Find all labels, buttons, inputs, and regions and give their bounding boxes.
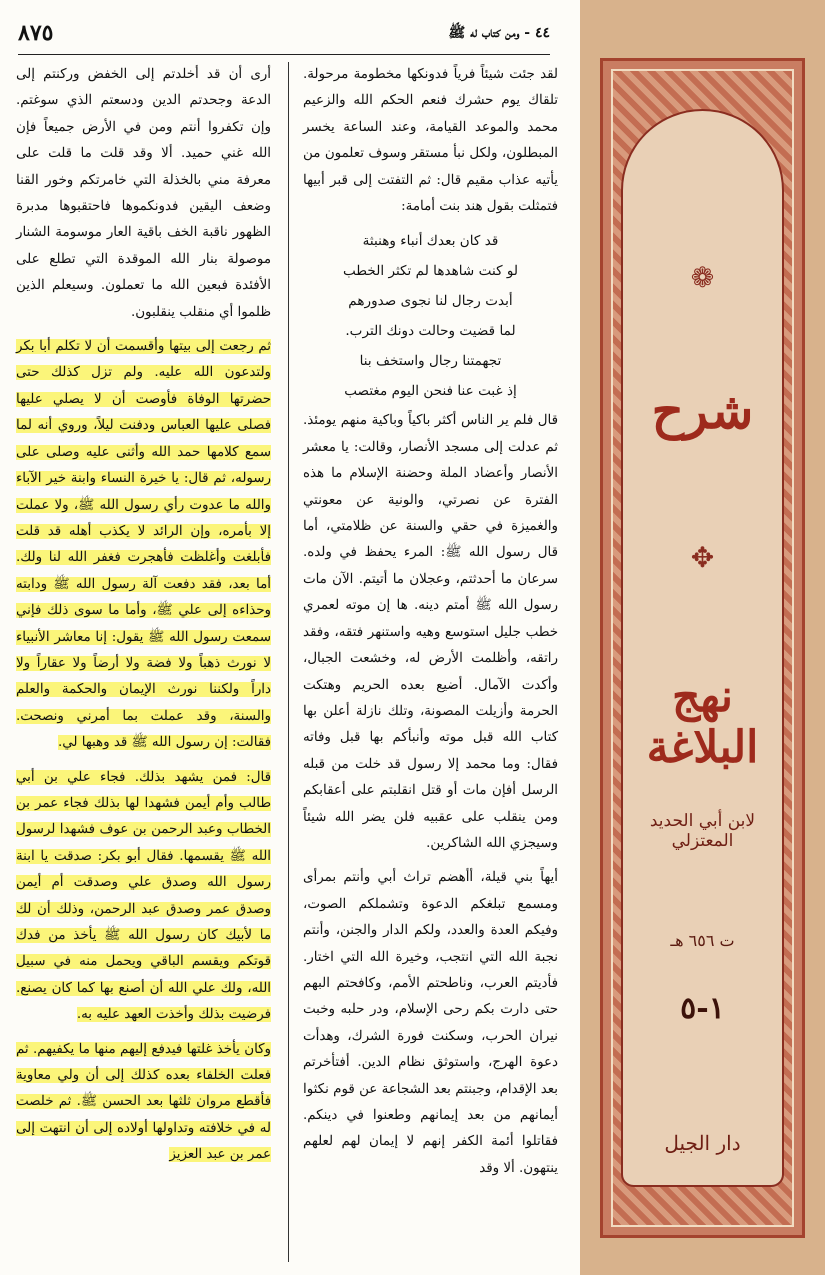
column-divider (288, 62, 289, 1262)
cover-panel (621, 109, 784, 1187)
paragraph: لقد جئت شيئاً فرياً فدونكها مخطومة مرحولة. تلقاك يوم حشرك فنعم الحكم الله والزعيم محمد والموعد القيامة، وعند الساعة يخسر المبطلون، ولكل نبأ مستقر وسوف تعلمون من يأتيه عذاب مقيم قال: ثم التفتت إلى قبر أبيها فتمثلت بقول هند بنت أمامة: (303, 67, 558, 215)
poem-verse: لو كنت شاهدها لم تكثر الخطب (342, 263, 519, 280)
highlighted-text: ثم رجعت إلى بيتها وأقسمت أن لا تكلم أبا بكر ولتدعون الله عليه. ولم تزل كذلك حتى حضرتها الوفاة فأوصت أن لا يصلي عليها فصلى عليها العباس ودفنت ليلاً، وروي أنه لما سمع كلامها حمد الله وأثنى عليه وصلى على رسوله، ثم قال: يا خيرة النساء وابنة خير الآباء والله ما عدوت رأي رسول الله ﷺ، ولا عملت إلا بأمره، وإن الرائد لا يكذب أهله قد قلت فأبلغت وأغلظت فأهجرت فغفر الله لنا ولك. أما بعد، فقد دفعت آلة رسول الله ﷺ ودابته وحذاءه إلى علي ﷺ، وأما ما سوى ذلك فإني سمعت رسول الله ﷺ يقول: إنا معاشر الأنبياء لا نورث ذهباً ولا فضة ولا أرضاً ولا عقاراً ولا داراً ولكننا نورث الإيمان والحكمة والعلم والسنة، وقد عملت بما أمرني ونصحت. فقالت: إن رسول الله ﷺ قد وهبها لي. (16, 339, 271, 751)
poem-verse: إذ غبت عنا فنحن اليوم مغتصب (344, 383, 517, 400)
paragraph (16, 765, 271, 1029)
paragraph: أرى أن قد أخلدتم إلى الخفض وركنتم إلى الدعة وجحدتم الدين ودسعتم الذي سوغتم. وإن تكفروا أنتم ومن في الأرض جميعاً فإن الله غني حميد. ألا وقد قلت ما قلت على معرفة مني بالخذلة التي خامرتكم وخور القنا وضعف اليقين فدونكموها فاحتقبوها مدبرة الظهور ناقبة الخف باقية العار موسومة الشنار موصولة بنار الله الموقدة التي تطلع على الأفئدة فبعين الله ما تعملون. وسيعلم الذين ظلموا أي منقلب ينقلبون. (16, 67, 271, 320)
paragraph (16, 334, 271, 757)
running-head: ٤٤ - ومن كتاب له ﷺ (448, 25, 550, 41)
right-column (303, 62, 558, 1190)
paragraph: قال فلم ير الناس أكثر باكياً وباكية منهم يومئذ. ثم عدلت إلى مسجد الأنصار، وقالت: يا معشر الأنصار وأعضاد الملة وحضنة الإسلام ما هذه الفترة عن نصرتي، والونية عن معونتي والغميزة في حقي والسنة عن ظلامتي، أما قال رسول الله ﷺ: المرء يحفظ في ولده. سرعان ما أحدثتم، وعجلان ما أتيتم. الآن مات رسول الله ﷺ أمتم دينه. ها إن موته لعمري خطب جليل استوسع وهيه واستنهر فتقه، وفقد راتقه، وأظلمت الأرض له، وخشعت الجبال، وأكدت الآمال. أضيع بعده الحريم وهتكت الحرمة وأزيلت المصونة، وتلك نازلة أعلن بها كتاب الله قبل موته وأنبأكم بها قبل وفاته فقال: وما محمد إلا رسول قد خلت من قبله الرسل أفإن مات أو قتل انقلبتم على أعقابكم ومن ينقلب على عقبيه فلن يضر الله شيئاً وسيجزي الله الشاكرين. (303, 413, 558, 851)
poem-verse: تجهمتنا رجال واستخف بنا (359, 353, 502, 370)
cover-title-nahj: نهج البلاغة (646, 671, 759, 773)
cover-author: لابن أبي الحديد المعتزلي (649, 811, 756, 851)
page-header (18, 14, 550, 55)
cover-volume: ١-٥ (680, 991, 725, 1026)
poem-verse: لما قضيت وحالت دونك الترب. (345, 323, 516, 340)
cover-publisher: دار الجيل (664, 1131, 741, 1155)
highlighted-text: قال: فمن يشهد بذلك. فجاء علي بن أبي طالب وأم أيمن فشهدا لها بذلك فجاء عمر بن الخطاب وعبد الرحمن بن عوف فشهدا لرسول الله ﷺ يقسمها. فقال أبو بكر: صدقت يا ابنة رسول الله وصدق علي وصدقت أم أيمن وصدق عمر وصدق عبد الرحمن، وذلك أن لك ما لأبيك كان رسول الله ﷺ يأخذ من فدك قوتكم ويقسم الباقي ويحمل منه في سبيل الله، ولك علي الله أن أصنع بها كما كان يصنع. فرضيت بذلك وأخذت العهد عليه به. (16, 769, 271, 1023)
ornament-icon: ❁ (690, 261, 715, 294)
paragraph: أيهاً بني قيلة، أأهضم تراث أبي وأنتم بمرأى ومسمع تبلغكم الدعوة وتشملكم الصوت، وفيكم العدة والعدد، ولكم الدار والجنن، وأنتم نجبة الله التي انتجب، وخيرة الله التي اختار. فأديتم العرب، وناطحتم الأمم، وكافحتم البهم حتى دارت بكم رحى الإسلام، ودر حلبه وخبت نيران الحرب، وسكنت فورة الشرك، وهدأت دعوة الهرج، واستوثق نظام الدين. أفتأخرتم بعد الإقدام، وجبنتم بعد الشجاعة عن قوم نكثوا أيمانهم من بعد إيمانهم وطعنوا في دينكم. فقاتلوا أئمة الكفر إنهم لا إيمان لهم لعلهم ينتهون. ألا وقد (303, 870, 558, 1176)
ornament-icon: ✥ (690, 541, 715, 574)
book-cover (580, 0, 825, 1275)
highlighted-text: وكان يأخذ غلتها فيدفع إليهم منها ما يكفيهم. ثم فعلت الخلفاء بعده كذلك إلى أن ولي معاوية فأقطع مروان ثلثها بعد الحسن ﷺ. ثم خلصت له في خلافته وتداولها أولاده إلى أن انتهت إلى عمر بن عبد العزيز (16, 1041, 271, 1163)
cover-year: ت ٦٥٦ هـ (670, 931, 735, 950)
poem-verse: قد كان بعدك أنباء وهنبثة (362, 233, 499, 250)
cover-frame (600, 58, 805, 1238)
page-number: ٨٧٥ (18, 20, 54, 46)
paragraph (16, 1037, 271, 1169)
left-column (16, 62, 271, 1177)
poem-verse: أبدت رجال لنا نجوى صدورهم (348, 293, 513, 310)
cover-title-sharh: شرح (651, 381, 754, 440)
